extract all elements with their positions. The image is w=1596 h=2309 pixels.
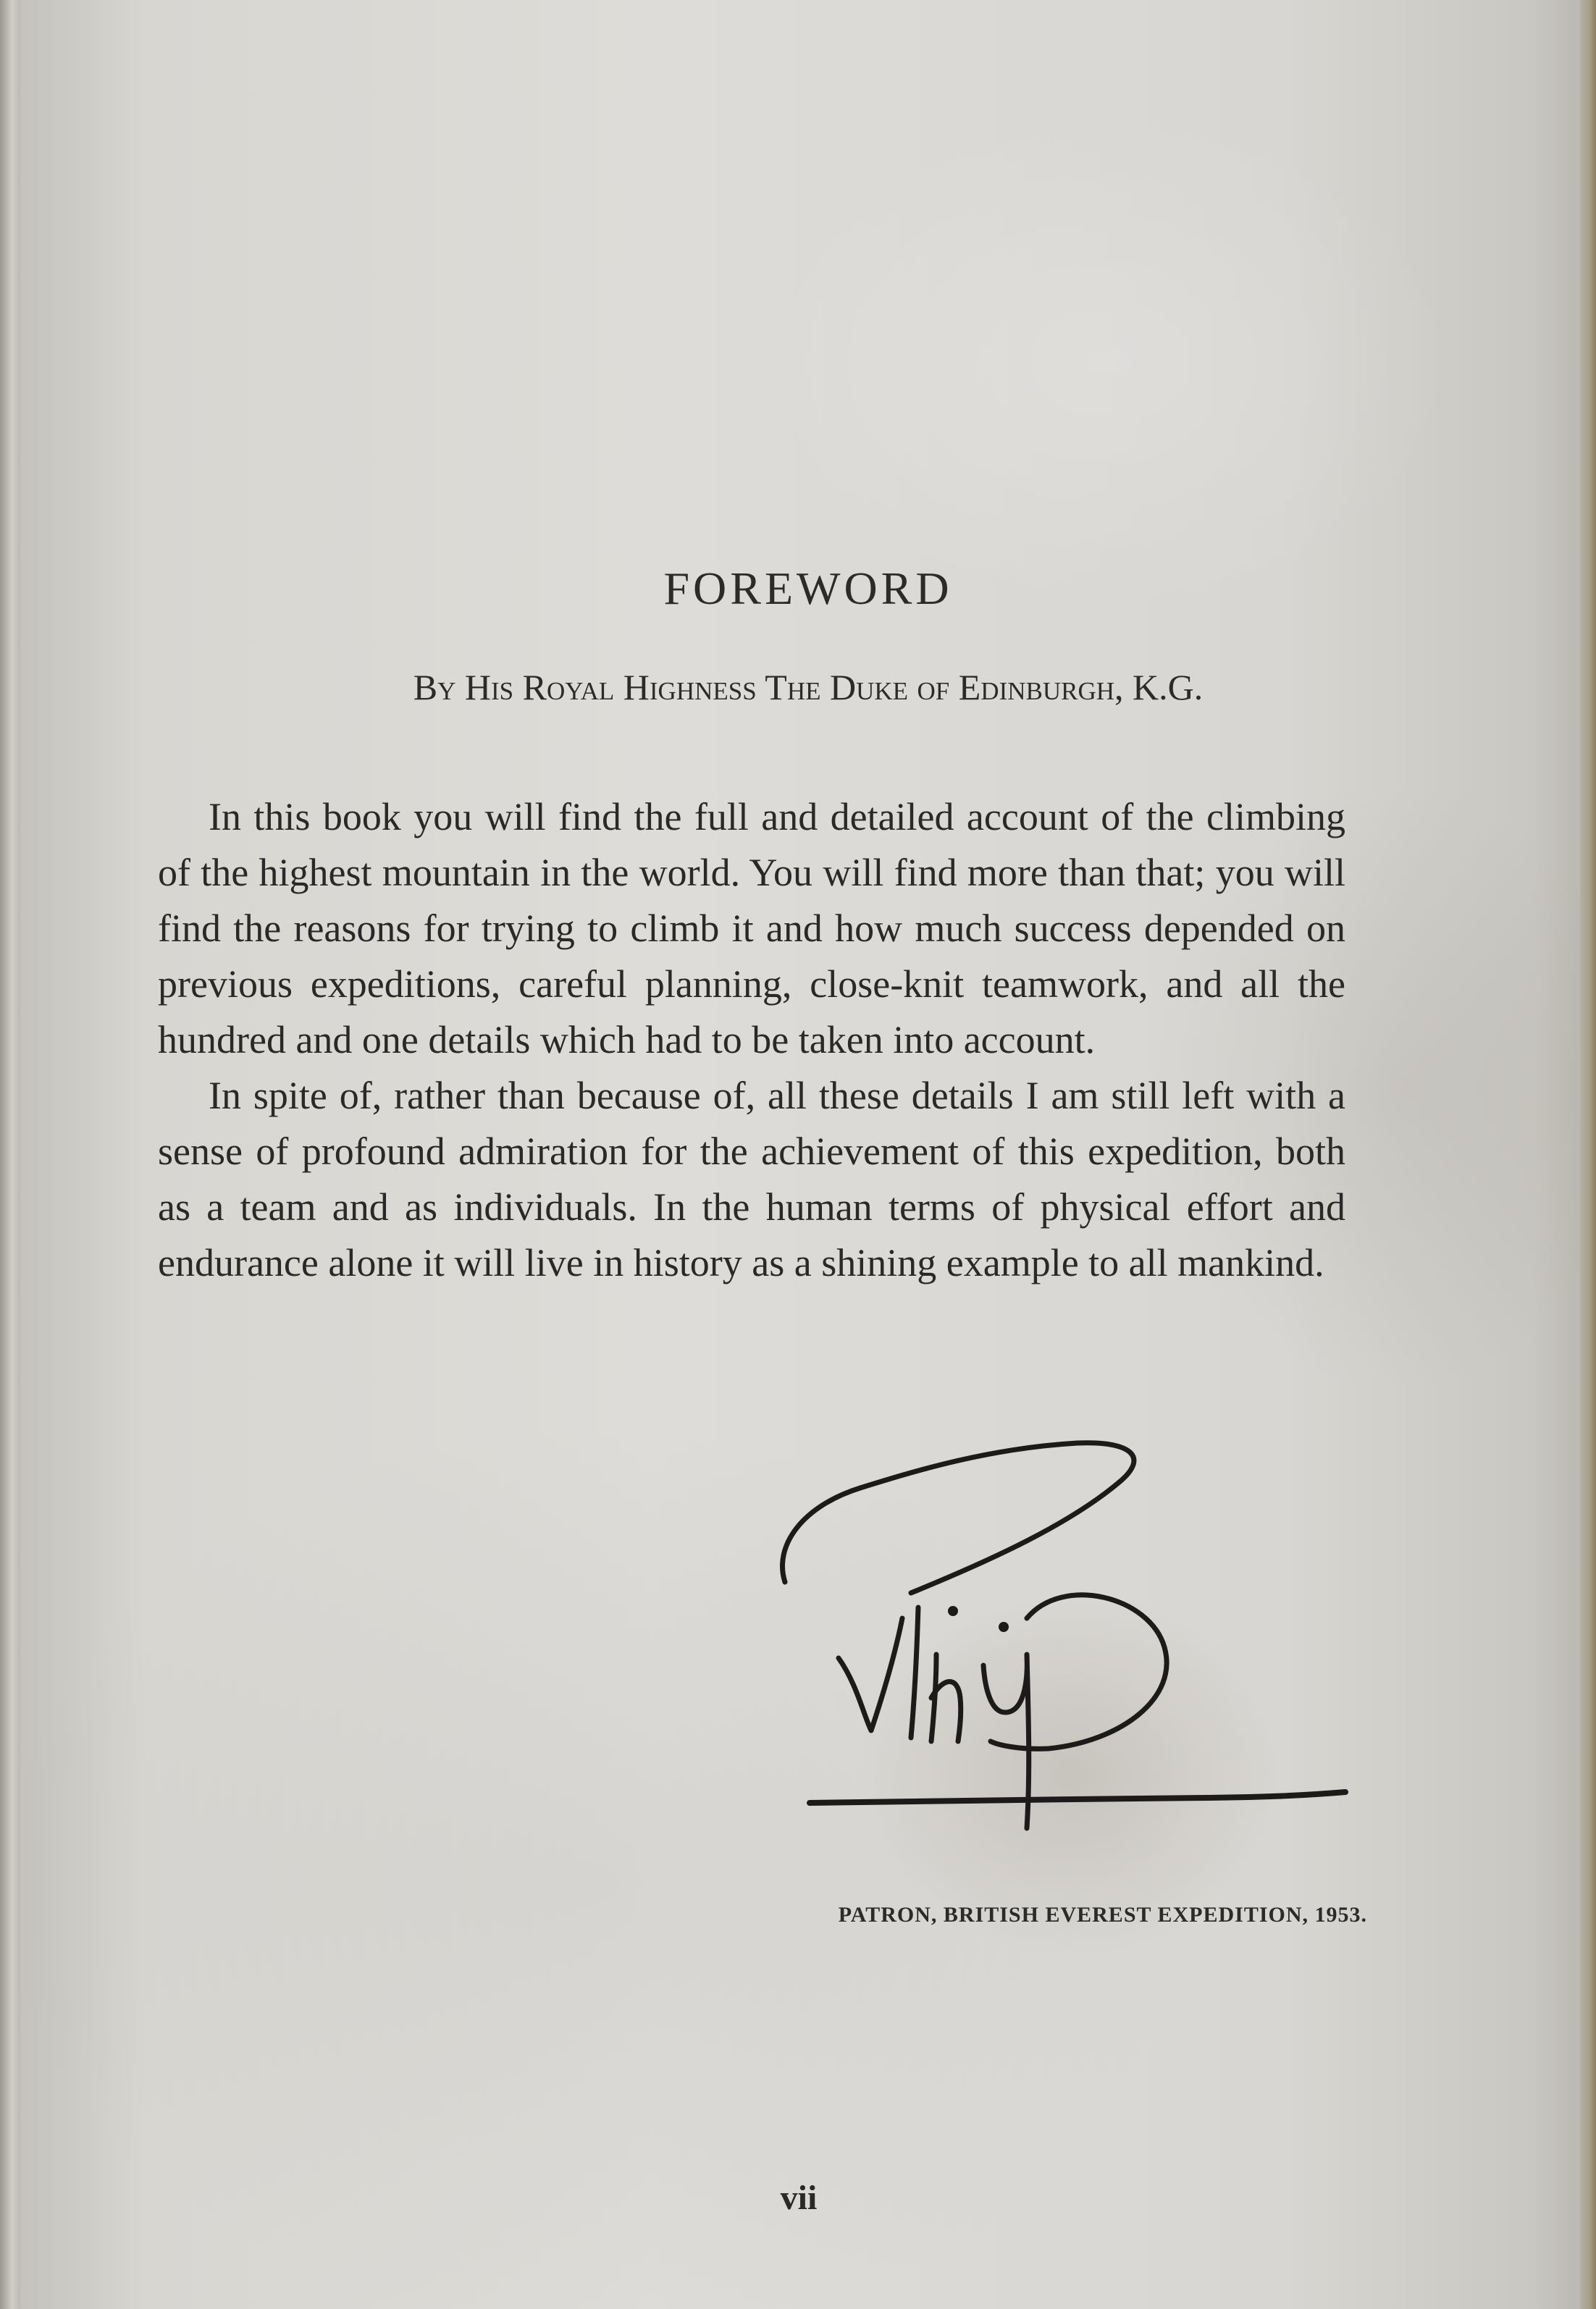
page-edge-left — [0, 0, 20, 2309]
foreword-body — [158, 789, 1345, 1291]
signature-caption: PATRON, BRITISH EVEREST EXPEDITION, 1953. — [838, 1903, 1367, 1927]
signature-right-loop — [991, 1595, 1167, 1749]
paragraph-2: In spite of, rather than because of, all these details I am still left with a sense of profound admiration for the achievement of this expedition, both as a team and as individuals. In the human terms of physical effort and endurance alone it will live in history as a shining example to all mankind. — [158, 1074, 1345, 1284]
signature-l — [911, 1607, 918, 1738]
signature-h — [931, 1654, 961, 1741]
signature-underline — [810, 1792, 1345, 1803]
signature-v — [839, 1618, 902, 1730]
page-number: vii — [780, 2179, 818, 2217]
signature-image — [773, 1437, 1353, 1872]
signature-dot — [948, 1606, 958, 1616]
byline: By His Royal Highness The Duke of Edinburgh, K.G. — [413, 667, 1204, 707]
signature-loop — [783, 1443, 1134, 1593]
page-edge-right — [1580, 0, 1596, 2309]
book-page — [20, 0, 1596, 2309]
page-title: FOREWORD — [663, 563, 953, 614]
paragraph-1: In this book you will find the full and detailed account of the climbing of the highest mountain in the world. You will find more than that; you will find the reasons for trying to climb it and how much success depended on previous expeditions, careful planning, close-knit teamwork, and all the hundred and one details which had to be taken into account. — [158, 795, 1345, 1061]
signature-dot — [999, 1622, 1009, 1632]
